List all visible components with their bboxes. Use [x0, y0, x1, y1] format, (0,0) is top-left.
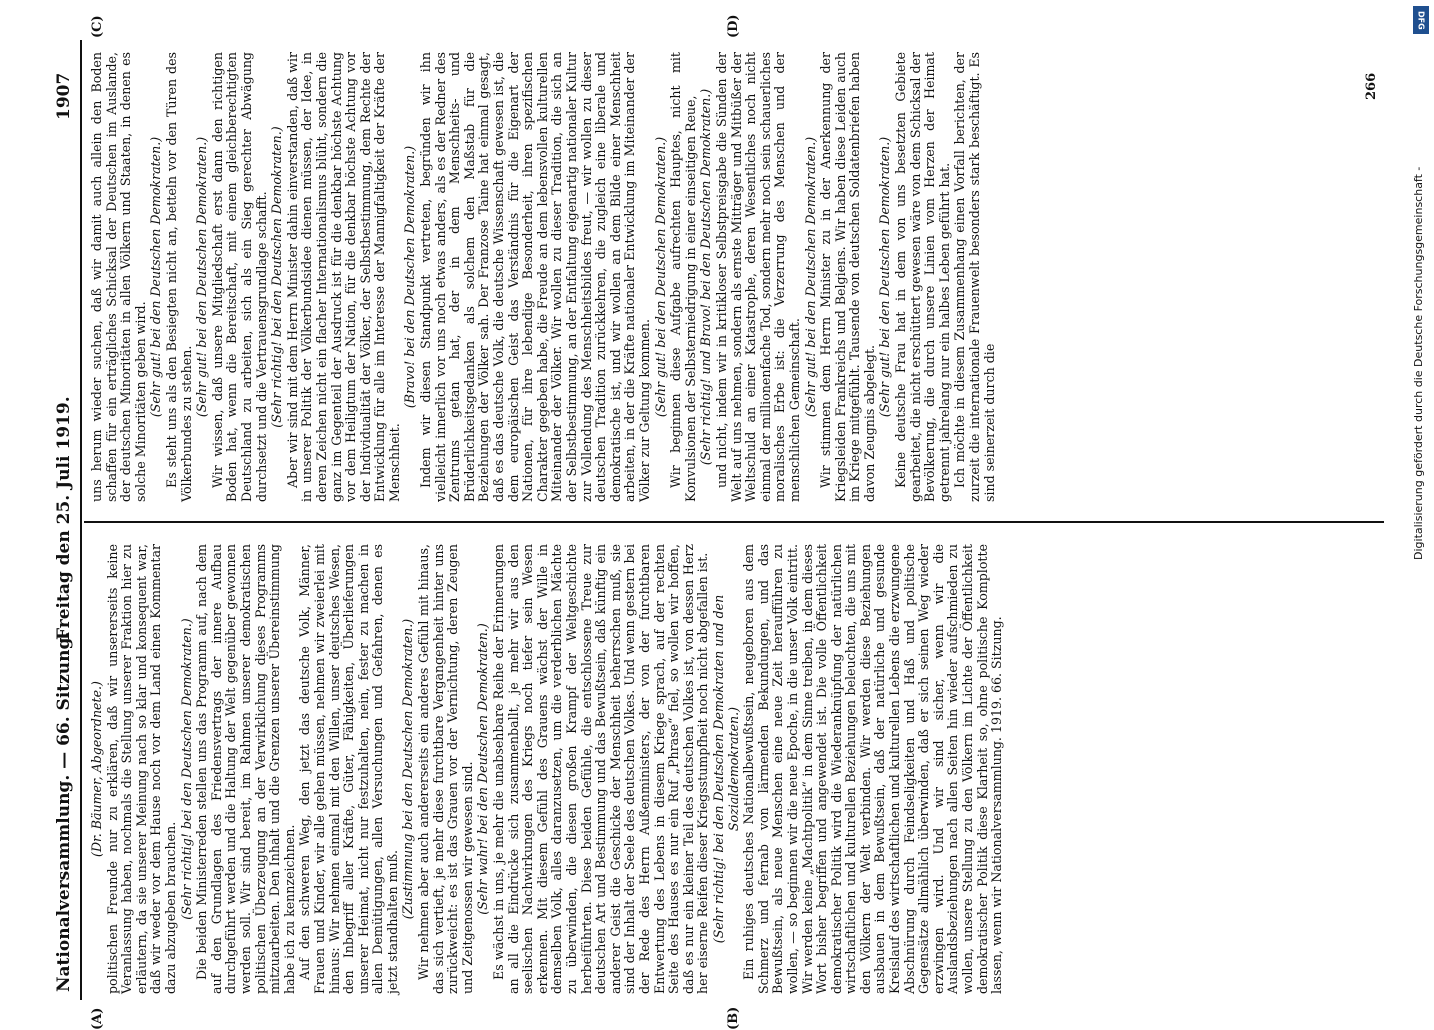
interjection: (Zustimmung bei den Deutschen Demokraten.) [400, 618, 416, 920]
paragraph: Auf den schweren Weg, den jetzt das deutsche Volk, Männer, Frauen und Kinder, wir alle gehen müssen, nehmen wir zweierlei mit hinaus: Wir nehmen einmal mit den Willen, unser deutsches Wesen, den Inbegriff aller Kräfte, Güter, Fähigkeiten, Überlieferungen unserer Heimat, nicht nur festzuhalten, nein, fester zu machen in allen Demütigungen, allen Versuchungen und Gefahren, denen es jetzt standhalten muß. [297, 544, 400, 994]
paragraph: politischen Freunde nur zu erklären, daß wir unsererseits keine Veranlassung haben, nochmals die Stellung unserer Fraktion hier zu erläutern, da sie unserer Meinung nach so klar und konsequent war, daß wir weder vor dem Hause noch vor dem Land einen Kommentar dazu abzugeben brauchen. [104, 544, 178, 994]
margin-marker-a: (A) [90, 1007, 105, 1030]
running-head-date: Freitag den 25. Juli 1919. [54, 396, 74, 640]
paragraph: Wir stimmen dem Herrn Minister zu in der Anerkennung der Kriegsleiden Frankreichs und Belgiens. Wir haben diese Leiden auch im Kriege mitgefühlt. Tausende von deutschen Soldatenbriefen haben davon Zeugnis abgelegt. [818, 52, 877, 502]
dfg-logo: DFG [1413, 6, 1429, 34]
interjection: (Sehr richtig! und Bravo! bei den Deutschen Demokraten.) [698, 88, 714, 466]
running-head-left: Nationalversammlung. — 66. Sitzung. [54, 631, 74, 992]
interjection: (Sehr richtig! bei den Deutschen Demokraten.) [178, 618, 194, 920]
paragraph: und nicht, indem wir in kritikloser Selbstpreisgabe die Sünden der Welt auf uns nehmen, sondern als ernste Mitträger und Mitbüßer der Weltschuld an einer Katastrophe, deren Wesentliches noch nicht einmal der millionenfache Tod, sondern mehr noch sein schauerliches moralisches Erbe ist: die Verzerrung des Menschen und der menschlichen Gemeinschaft. [713, 52, 802, 502]
margin-marker-b: (B) [726, 1006, 741, 1030]
paragraph: Ein ruhiges deutsches Nationalbewußtsein, neugeboren aus dem Schmerz und fernab von lärmenden Bekundungen, und das Bewußtsein, als neue Menschen eine neue Zeit heraufführen zu wollen, — so beginnen wir die neue Epoche, in die unser Volk eintritt. Wir werden keine „Machtpolitik“ in dem Sinne treiben, in dem dieses Wort bisher begriffen und angewendet ist. Die volle Öffentlichkeit demokratischer Politik wird die Wiederanknüpfung der natürlichen wirtschaftlichen und kulturellen Beziehungen beleuchten, die uns mit den Völkern der Welt verbinden. Wir werden diese Beziehungen ausbauen in dem Bewußtsein, daß der natürliche und gesunde Kreislauf des wirtschaftlichen und kulturellen Lebens die erzwungene Abschnürung durch Feindseligkeiten und Haß und politische Gegensätze allmählich überwinden, daß er sich seinen Weg wieder erzwingen wird. Und wir sind sicher, wenn wir die Auslandsbeziehungen nach allen Seiten hin wieder aufschmieden zu wollen, unsere Stellung zu den Völkern im Lichte der Öffentlichkeit demokratischer Politik diese Klarheit so, ohne politische Komplotte lassen, wenn wir Nationalversammlung. 1919. 66. Sitzung. [741, 544, 1005, 994]
page-number: 266 [1364, 72, 1379, 100]
margin-marker-c: (C) [90, 15, 105, 38]
paragraph: Keine deutsche Frau hat in dem von uns besetzten Gebiete gearbeitet, die nicht erschüttert gewesen wäre von dem Schicksal der Bevölkerung, die durch unsere Linien vom Herzen der Heimat getrennt jahrelang nur ein halbes Leben geführt hat. [893, 52, 952, 502]
paragraph: Wir beginnen diese Aufgabe aufrechten Hauptes, nicht mit Konvulsionen der Selbsterniedrigung in einer einseitigen Reue, [668, 52, 698, 502]
paragraph: Indem wir diesen Standpunkt vertreten, begründen wir ihn vielleicht innerlich vor uns noch etwas anders, als es der Redner des Zentrums getan hat, der in dem Menschheits- und Brüderlichkeitsgedanken als solchem den Maßstab für die Beziehungen der Völker sah. Der Franzose Taine hat einmal gesagt, daß es das deutsche Volk, die deutsche Wissenschaft gewesen ist, die dem europäischen Geist das Verständnis für die Eigenart der Nationen, für ihre lebendige Besonderheit, ihren spezifischen Charakter gegeben habe, die Freude an dem lebensvollen kulturellen Miteinander der Völker. Wir wollen zu dieser Tradition, die sich an der Selbstbestimmung, an der Entfaltung eigenartig nationaler Kultur zur Vollendung des Menschheitsbildes freut, — wir wollen zu dieser deutschen Tradition zurückkehren, die zugleich eine liberale und demokratische ist, und wir wollen an dem Bilde einer Menschheit arbeiten, in der die Kräfte nationaler Entwicklung im Miteinander der Völker zur Geltung kommen. [418, 52, 652, 502]
paragraph: Aber wir sind mit dem Herrn Minister dahin einverstanden, daß wir in unserer Politik der Völkerbundsidee dienen müssen, der Idee, in deren Zeichen nicht ein flacher Internationalismus blüht, sondern die ganz im Gegenteil der Ausdruck ist für die denkbar höchste Achtung vor dem Heiligtum der Nation, für die denkbar höchste Achtung vor der Individualität der Völker, der Selbstbestimmung, dem Rechte der Entwicklung für alle im Interesse der Mannigfaltigkeit der Kräfte der Menschheit. [284, 52, 402, 502]
interjection: (Sehr richtig! bei den Deutschen Demokraten und den Sozialdemokraten.) [710, 594, 741, 944]
right-text-column [90, 52, 998, 502]
interjection: (Sehr gut! bei den Deutschen Demokraten.) [877, 136, 893, 418]
header-rule [80, 40, 82, 1000]
paragraph: uns herum wieder suchen, daß wir damit auch allein den Boden schaffen für ein erträgliches Schicksal der Deutschen im Auslande, der deutschen Minoritäten in allen Völkern und Staaten, in denen es solche Minoritäten geben wird. [89, 52, 148, 502]
paragraph: Die beiden Ministerreden stellen uns das Programm auf, nach dem auf den Grundlagen des Friedensvertrags der innere Aufbau durchgeführt werden und die Haltung der Welt gegenüber gewonnen werden soll. Wir sind bereit, im Rahmen unserer demokratischen politischen Überzeugung an der Verwirklichung dieses Programms mitzuarbeiten. Den Inhalt und die Grenzen unserer Übereinstimmung habe ich zu kennzeichnen. [194, 544, 297, 994]
paragraph: Es steht uns als den Besiegten nicht an, betteln vor den Türen des Völkerbundes zu stehen. [163, 52, 194, 502]
interjection: (Sehr gut! bei den Deutschen Demokraten.) [652, 136, 668, 418]
column-divider [84, 521, 1384, 523]
interjection: (Sehr wahr! bei den Deutschen Demokraten.) [475, 623, 491, 915]
digitization-note: Digitalisierung gefördert durch die Deutsche Forschungsgemeinschaft - [1412, 166, 1425, 560]
interjection: (Sehr gut! bei den Deutschen Demokraten.) [194, 136, 210, 418]
paragraph: Wir nehmen aber auch andererseits ein anderes Gefühl mit hinaus, das sich vertieft, je mehr diese furchtbare Vergangenheit hinter uns zurückweicht: es ist das Grauen vor der Vernichtung, deren Zeugen und Zeitgenossen wir gewesen sind. [416, 544, 475, 994]
rotated-page-body [50, 14, 1390, 1030]
interjection: (Sehr gut! bei den Deutschen Demokraten.) [802, 136, 818, 418]
left-text-column [90, 544, 1006, 994]
paragraph: Es wächst in uns, je mehr die unabsehbare Reihe der Erinnerungen an all die Eindrücke sich zusammenballt, je mehr wir aus den seelischen Nachwirkungen des Kriegs noch tiefer sein Wesen erkennen. Mit diesem Gefühl des Grauens wächst der Wille in demselben Volk, alles daranzusetzen, um die verderblichen Mächte zu überwinden, die diesen großen Krampf der Weltgeschichte herbeiführten. Diese beiden Gefühle, die entschlossene Treue zur deutschen Art und Bestimmung und das Bewußtsein, daß künftig ein anderer Geist die Geschicke der Menschheit beherrschen muß, sie sind der Inhalt der Seele des deutschen Volkes. Und wenn gestern bei der Rede des Herrn Außenministers, der von der furchtbaren Entwertung des Lebens in diesem Kriege sprach, auf der rechten Seite des Hauses es nur ein Ruf „Phrase“ fiel, so wollen wir hoffen, daß es nur ein kleiner Teil des deutschen Volkes ist, von dessen Herz her eiserne Reifen dieser Kriegsstumpfheit noch nicht abgefallen ist. [491, 544, 711, 994]
paragraph: Wir wissen, daß unsere Mitgliedschaft erst dann den richtigen Boden hat, wenn die Bereitschaft, mit einem gleichberechtigten Deutschland zu arbeiten, sich als ein Sieg gerechter Abwägung durchsetzt und die Vertrauensgrundlage schafft. [209, 52, 269, 502]
interjection: (Sehr richtig! bei den Deutschen Demokraten.) [269, 126, 285, 428]
interjection: (Sehr gut! bei den Deutschen Demokraten.) [148, 136, 164, 418]
paragraph: Ich möchte in diesem Zusammenhang einen Vorfall berichten, der zurzeit die internationale Frauenwelt besonders stark beschäftigt. Es sind seinerzeit durch die [952, 52, 997, 502]
interjection: (Bravo! bei den Deutschen Demokraten.) [402, 145, 418, 409]
speaker-line: (Dr. Bäumer, Abgeordnete.) [89, 681, 104, 857]
running-head-column-number: 1907 [54, 72, 74, 120]
margin-marker-d: (D) [726, 14, 741, 38]
